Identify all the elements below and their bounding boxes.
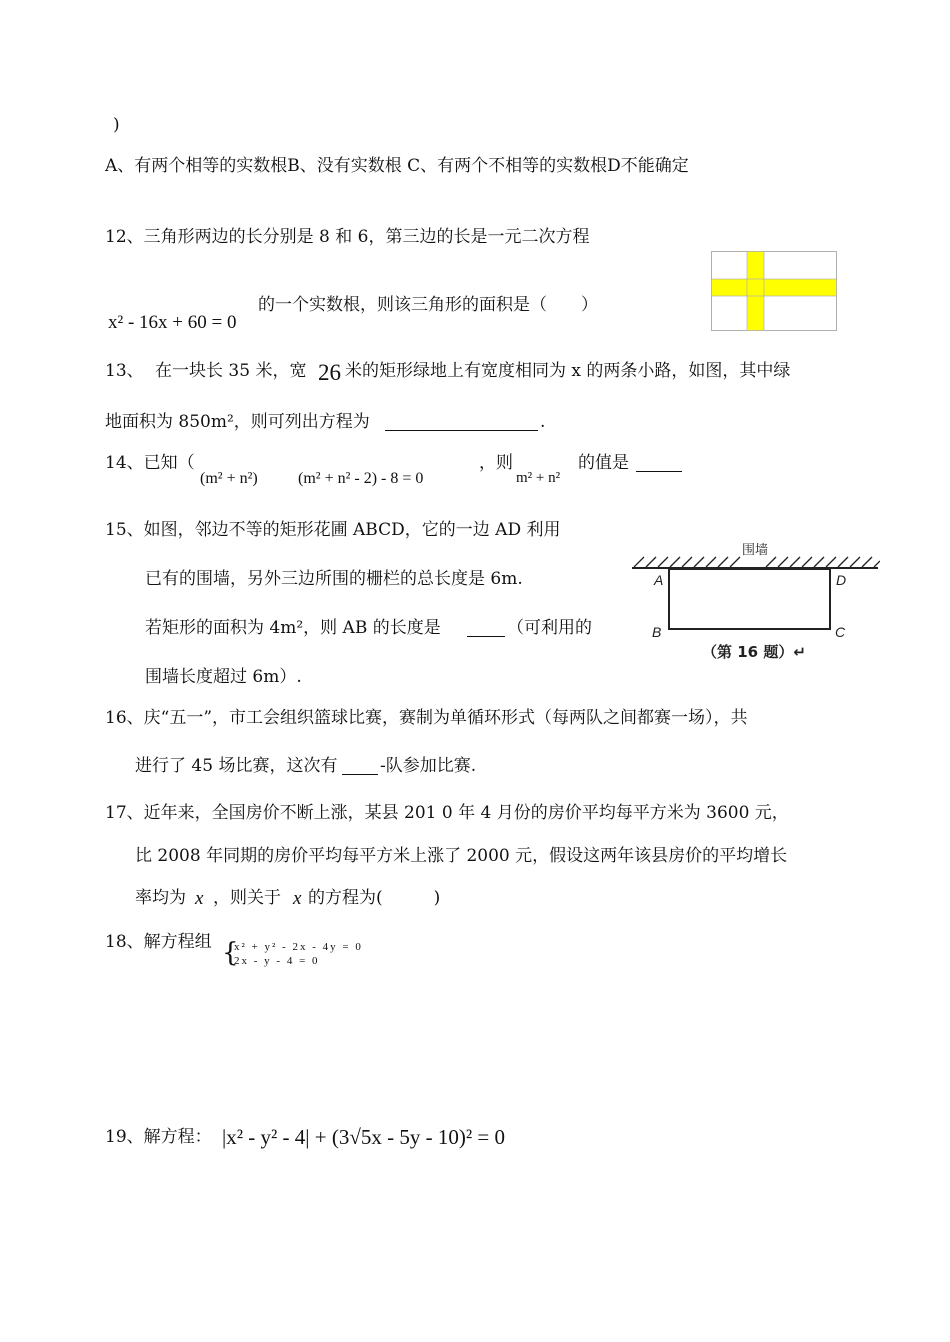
q18-eq2: 2x - y - 4 = 0 [234,955,320,967]
q18-eq1: x² + y² - 2x - 4y = 0 [234,941,363,953]
q13-part1: 在一块长 35 米，宽 [155,361,307,381]
q19-label: 19、解方程： [105,1127,212,1147]
q19-equation: |x² - y² - 4| + (3√5x - 5y - 10)² = 0 [222,1125,505,1149]
q17-line1: 17、近年来，全国房价不断上涨，某县 201 0 年 4 月份的房价平均每平方米为 3600 元， [105,803,789,823]
q12-line2: 的一个实数根，则该三角形的面积是（ ） [258,295,598,315]
vertical-path [747,252,764,331]
q15-line2: 已有的围墙，另外三边所围的栅栏的总长度是 6m. [145,569,523,589]
q16-answer-blank [342,774,378,775]
q14-answer-blank [636,471,682,472]
q13-answer-blank [385,430,538,431]
garden-figure [630,536,880,666]
q14-prefix: 14、已知（ [105,453,195,473]
q14-suffix: 的值是 [578,453,629,473]
garden-rectangle [669,569,830,629]
q15-line1: 15、如图，邻边不等的矩形花圃 ABCD，它的一边 AD 利用 [105,520,561,540]
q17-var-2: x [293,888,302,909]
q17-line2: 比 2008 年同期的房价平均每平方米上涨了 2000 元，假设这两年该县房价的平均增长 [135,846,788,866]
wall-hatching [634,557,880,567]
label-A: A [654,572,664,588]
q14-eq3: m² + n² [516,470,561,486]
label-D: D [836,572,847,588]
q13-end: . [540,412,546,432]
q17-line3c: 的方程为( ) [308,888,441,908]
brace: { [222,938,239,968]
q17-var-1: x [195,888,204,909]
q16-line2a: 进行了 45 场比赛，这次有 [135,756,338,776]
q13-number: 13、 [105,361,144,381]
q12-equation: x² - 16x + 60 = 0 [108,312,237,333]
q11-paren: ) [113,115,120,135]
q17-line3b: ，则关于 [213,888,281,908]
q13-width: 26 [318,360,341,385]
q13-part2: 米的矩形绿地上有宽度相同为 x 的两条小路，如图，其中绿 [345,361,791,381]
q13-line2: 地面积为 850m²，则可列出方程为 [105,412,370,432]
lawn-path-figure [711,251,837,331]
horizontal-path [712,279,837,296]
label-B: B [652,624,662,640]
wall-label: 围墙 [742,543,769,558]
label-C: C [835,624,846,640]
q16-line1: 16、庆“五一”，市工会组织篮球比赛，赛制为单循环形式（每两队之间都赛一场），共 [105,708,748,728]
q16-line2b: -队参加比赛. [380,756,477,776]
q17-line3a: 率均为 [135,888,186,908]
q14-eq1: (m² + n²) [200,470,258,487]
q14-comma: ，则 [479,453,513,473]
q18-label: 18、解方程组 [105,932,212,952]
figure-caption: （第 16 题）↵ [702,643,806,661]
q15-line4: 围墙长度超过 6m）. [145,667,302,687]
q14-eq2: (m² + n² - 2) - 8 = 0 [298,470,424,487]
q11-options: A、有两个相等的实数根B、没有实数根 C、有两个不相等的实数根D不能确定 [105,156,689,176]
q15-answer-blank [467,636,505,637]
q12-line1: 12、三角形两边的长分别是 8 和 6，第三边的长是一元二次方程 [105,227,590,247]
q15-line3a: 若矩形的面积为 4m²，则 AB 的长度是 [145,618,441,638]
q15-line3b: （可利用的 [507,618,592,638]
